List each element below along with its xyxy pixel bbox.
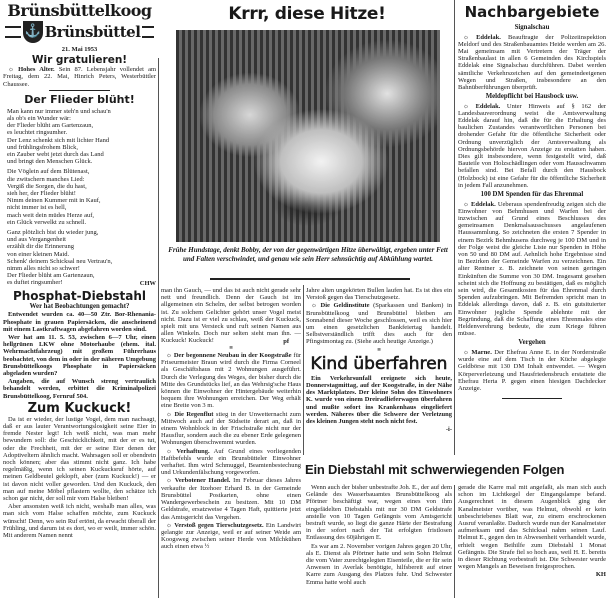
column-rule (454, 485, 455, 598)
poem-line: Der Lenz schenkt sich mit lichter Hand (7, 136, 110, 144)
column-local-items (161, 287, 301, 552)
nachbargebiete-title: Nachbargebiete (464, 3, 600, 21)
neighbor-sections (458, 24, 606, 392)
geldinstitute-item: ☼ Die Geldinstitute (Sparkassen und Banken) in Brunsbüttelkoog und Brunsbüttel bleiben am Sonnabend dieser Woche geschlossen, weil es sich hier um einen gesetzlichen Bankfeiertag handelt. Selbstverständlich trifft dies auch für den Pfingstmontag zu. (Siehe auch heutige Anzeige.) (306, 302, 453, 346)
kind-signature: -i- (445, 426, 452, 434)
poem-line: und aus Vergangenheit (7, 236, 66, 244)
section-heading: Signalschau (514, 24, 550, 31)
column-news (306, 287, 452, 433)
divider (502, 398, 561, 399)
kuckuck-continuation: man ihn Gauch, — und das ist auch nicht gerade sehr nett und freundlich. Denn der Gauch ist im allgemeinen ein Schelm, der selbst betrogen worden ist. Zu solchem Gelichter gehört unser Vogel meist nicht. Dazu ist er viel zu schlau, weiß der Kuckuck, spielt mit uns Versteck und ruft seinen Namen aus allen Winkeln. Doch nur selten sieht man ihn. — Kuckuck! Kuckuck! (161, 287, 301, 345)
poem-line: Der Flieder blüht am Gartenzaun, (7, 272, 95, 280)
poem-line: und frühlingsfrohem Blick, (7, 143, 78, 151)
section-heading: 100 DM Spenden für das Ehrenmal (480, 191, 584, 199)
kuckuck-paragraph: Aber ansonsten weiß ich nicht, weshalb man alles, was man sich vom Halse schaffen möchte, zum Kuckuck wünscht! Denn, wo sein Ruf ertönt, da erwacht überall der Frühling, und darum ist es dort, wo er weilt, immer schön. Mit anderem Namen nennt (3, 503, 156, 540)
gratulation-text: ☼ Hohes Alter. Sein 87. Lebensjahr vollendet am Freitag, dem 22. Mai, Hinrich Peters, Westerbüttler Chaussee. (3, 66, 157, 88)
poem-line: der Flieder blüht am Gartenzaun, (7, 122, 94, 130)
kuckuck-paragraph: Da ist er wieder, der lustige Vogel, dem man nachsagt, daß er aus lauter Verantwortungslosigkeit seine Eier in fremde Nester legt! Ich weiß nicht, was man mehr bewundern soll: die Geschicklichkeit, mit der er es tut, oder die Frechheit, mit der er seine Eier denen der Adoptiveltern ähnlich macht. Wahrsagen soll er obendrein noch können; aber das stimmt nicht ganz. Ich habe regelmäßig, wenn ich seinen Kuckucksruf hörte, auf meinen Geldbeutel geklopft, aber (zum Kuckuck!) — er ist davon nicht voller geworden. Und den Kuckuck, den man auf meine Möbel pflastern wollte, den schätze ich schon gar nicht, der soll mir vom Halse bleiben! (3, 415, 156, 503)
photo-caption: Frühe Hundstage, denkt Bobby, der von der gegenwärtigen Hitze überwältigt, ergeben unter Fett und Falten verschwindet, und genau wie sein Herr sehnsüchtig auf Abkühlung wartet. (168, 246, 448, 263)
poem-stanza (7, 108, 156, 166)
poem-line: nicht immer ist es hell, (7, 204, 67, 212)
section-text: ☼ Eddelak. Ueberaus spendenfreudig zeigen sich die Einwohner von Behmhusen und Warfen bei der inzwischen auf Grund eines Beschlusses des gemeinsamen Denkmalsausschusses angelaufenen Haussammlung. So zeichneten die ersten 7 Spender in einem Bezirk Behmhusens durchweg je 100 DM und in der Folge weist die gleiche Liste nur Spenden in Höhe von 50 und 80 DM auf. Aehnlich hohe Ergebnisse sind in Bezirken der Gemeinde Warfen zu verzeichnen. Ein alter Rentner z. B. zeichnete von seinen geringen Einkünften die Summe von 30 DM. Insgesamt gesehen scheint sich die Hoffnung zu bestätigen, daß es möglich sein wird, die Gesamtkosten für das Ehrenmal durch Spenden aufzubringen. Mit Befremden spricht man in Eddelak allerdings davon, daß z. B. ein gutsituierter Einwohner jegliche Spende ablehnte mit der Begründung, daß die Schaffung eines Ehrenmales eine Heldenverehrung bedeute, die zum Kriege führen müsse. (458, 200, 606, 338)
section-text: ☼ Eddelak. Beauftragte der Polizeiinspektion Meldorf und des Straßenbauamtes Heide werden am 26. Mai gemeinsam mit Vertretern der Träger der Straßenbaulast in allen 6 Gemeinden des Kirchspiels Eddelak eine Signalschau durchführen. Dabei werden sämtliche Verkehrszeichen auf den gemeindeeigenen Wegen und Straßen, insbesondere an den Bahnüberführungen überprüft. (458, 33, 606, 91)
kind-text: Ein Verkehrsunfall ereignete sich heute, Donnerstagmittag, auf der Koogstraße, in der Nähe des Marktplatzes. Der kleine Sohn des Einwohners K. wurde von einem Dreiradlieferwagen überfahren und mußte sofort ins Krankenhaus eingeliefert werden. Näheres über die Schwere der Verletzung des kleinen Jungen steht noch nicht fest. (306, 374, 452, 426)
phosphat-title: Phosphat-Diebstahl (12, 288, 147, 303)
separator: ≡ (377, 346, 381, 354)
anchor-crest-icon: ⚓ (23, 21, 43, 43)
poem-line: Nimm deinen Kummer mit in Kauf, (7, 197, 101, 205)
diebstahl-right (458, 484, 606, 579)
diebstahl-title: Ein Diebstahl mit schwerwiegenden Folgen (305, 462, 565, 477)
column-rule (454, 0, 455, 455)
poem-line: ein Zauber webt jetzt durch das Land (7, 151, 104, 159)
poem-line: Ganz plötzlich bist du wieder jung, (7, 229, 99, 237)
masthead-line1: Brünsbüttelkoog (7, 1, 152, 20)
poem-line: die zwitschern manches Lied: (7, 175, 85, 183)
diebstahl-paragraph: gerade die Karre mal mit angefaßt, als man sich auch schon im Lichtkegel der Eingangslampe befand. Ausgerechnet in diesem Augenblick ging der Kanalmeister vorüber, was Helmut, obwohl er kein unbeschriebenes Blatt war, zu einem erschrockenen Ausruf veranlaßte. Dadurch wurde nun der Kanalmeister aufmerksam und das Schicksal nahm seinen Lauf. Helmut E., gegen den in Abwesenheit verhandelt wurde, erhielt wegen Beihilfe zum Diebstahl 1 Monat Gefängnis. Die Strafe fiel so hoch aus, weil H. E. bereits in dieser Richtung vorbestraft ist. Die Schwester wurde wegen Mangels an Beweisen freigesprochen. (458, 484, 606, 571)
news-item: ☼ Der begonnene Neubau in der Koogstraße für Friseurmeister Braun wird durch die Firma Corneel als Geschäftshaus mit 2 Wohnungen ausgeführt. Durch die Verlegung des Weges, der bisher durch die Mitte des Grundstücks lief, an das Wehrsig'sche Haus können die Einwohner der Hintergebäude weiterhin bequem ihre Wohnungen erreichen. Der Weg erhält eine Breite von 3 m. (161, 352, 301, 410)
dog-photo (176, 30, 440, 242)
phosphat-paragraph: Angaben, die auf Wunsch streng vertraulich behandelt werden, erbittet die Kriminalpolizei Brunsbüttelkoog, Fernruf 504. (3, 378, 156, 400)
poem-line: Vergiß die Sorgen, die du hast, (7, 182, 87, 190)
poem-signature: CHW (139, 279, 156, 287)
phosphat-paragraph: Entwendet wurden ca. 40—50 Ztr. Bor-Rhenania-Phosphate in grauen Papiersäcken, die anscheinend mit einem Lastkraftwagen abgefahren worden sind. (3, 311, 156, 333)
poem-line: Man kann nur immer steh'n und schau'n (7, 107, 111, 115)
news-item: ☼ Verbotener Handel. Im Februar dieses Jahres verkaufte der Itzehoer Erhard B. in der Gemeinde Brunsbüttel Postkarten, ohne einen Wandergewerbeschein zu besitzen. Mit 10 DM Geldstrafe, ersatzweise 4 Tagen Haft, quittierte jetzt das Amtsgericht das Vergehen. (161, 477, 301, 521)
masthead (3, 2, 156, 53)
poem-line: es duftet ringsumher! (7, 279, 63, 287)
phosphat-paragraph: Wer hat am 11. 5. 53, zwischen 6—7 Uhr, einen hellgrünen LKW ohne Motorhaube (ehem. ital. Wehrmachtfahrzeug) mit großem Führerhaus beobachtet, von dem in oder in der näheren Umgebung Brunsbüttelkoogs Phosphate in Papiersäcken abgeladen wurden? (3, 334, 156, 378)
divider (49, 90, 110, 91)
poem-stanza (7, 229, 156, 287)
column-neighbor-areas (458, 3, 606, 401)
news-item: ☼ Verhaftung. Auf Grund eines vorliegenden Haftbefehls wurde ein Brunsbütteler Einwohner verhaftet. Ihm wird Schmuggel, Beamtenbestechung und Urkundenfälschung vorgeworfen. (161, 447, 301, 477)
feature-rule (210, 278, 410, 280)
rule-right (142, 26, 154, 38)
poem-line: mach weit dein müdes Herze auf, (7, 211, 94, 219)
rule-left (5, 26, 21, 38)
poem-stanza (7, 168, 156, 226)
poem-line: nimm alles nicht so schwer! (7, 265, 80, 273)
section-text: ☼ Eddelak. Unter Hinweis auf § 162 der Landesbauverordnung weist die Amtsverwaltung Eddelak darauf hin, daß die für die Erhaltung des baulichen Zustandes verantwortlichen Personen bei drohender Gefahr für die öffentliche Sicherheit oder Ordnung unverzüglich der Amtsverwaltung als Ordnungsbehörde hiervon Anzeige zu erstatten haben. Dies gilt insbesondere, wenn festgestellt wird, daß Bauteile von Holzschädlingen oder vom Hausschwamm befallen sind. Bei Befall durch den Hausbock (Holzbock) ist eine Gefahr für die öffentliche Sicherheit in jedem Fall anzunehmen. (458, 102, 606, 189)
news-items (161, 352, 301, 550)
column-local-news (3, 2, 156, 540)
separator: ≡ (229, 344, 233, 352)
diebstahl-left (306, 484, 452, 587)
kuckuck-title: Zum Kuckuck! (27, 400, 132, 416)
diebstahl-paragraph: Es war am 2. November vorigen Jahres gegen 20 Uhr, als E. Dienst als Pförtner hatte und sein Sohn Helmut die vom Vater zurechtgelegten Eisenteile, die er für sein Anwesen in Averlak benötigte, hilfsbereit auf einer Karre zum Ausgang des Platzes fuhr. Und Schwester Emma hatte wohl auch (306, 542, 452, 586)
kind-title: Kind überfahren (310, 353, 448, 374)
tierschutz-continuation: Jahre alten ungekörten Bullen laufen hat. Es ist dies ein Verstoß gegen das Tierschutzgesetz. (306, 287, 452, 302)
column-rule (303, 285, 304, 455)
news-item: ☼ Verstoß gegen Tierschutzgesetz. Ein Landwirt gelangte zur Anzeige, weil er auf seiner Weide am Koogsweg zwischen seiner Herde von Milchkühen auch einen etwa ½ (161, 521, 302, 551)
diebstahl-paragraph: Wenn auch der bisher unbestrafte Joh. E., der auf dem Gelände des Wasserbauamtes Brunsbüttelkoog als Pförtner beschäftigt war, wegen eines von ihm eingefädelten Diebstahls mit nur 30 DM Geldstrafe anstelle von 10 Tagen Gefängnis vom Amtsgericht bestraft wurde, so liegt die ganze Härte der Bestrafung in der sofort nach der Tat erfolgten fristlosen Entlassung des 60jährigen E. (306, 484, 452, 542)
masthead-line2: Brünsbüttel (44, 23, 141, 41)
poem-line: es leuchtet ringsumher. (7, 129, 68, 137)
section-heading: Meldepflicht bei Hausbock usw. (485, 93, 579, 101)
issue-date: 21. Mai 1953 (61, 46, 98, 53)
poem-line: Die Vöglein auf dem Blütenast, (7, 168, 90, 176)
poem-title: Der Flieder blüht! (24, 92, 135, 106)
poem (3, 108, 156, 287)
poem-line: als ob's ein Wunder wär: (7, 115, 71, 123)
poem-line: erzählt dir die Erinnerung (7, 243, 74, 251)
section-text: ☼ Marne. Der Ehefrau Anne E. in der Norderstraße wurde eine auf dem Tisch in der Küche abgelegte Geldbörse mit 130 DM Inhalt entwendet. — Wegen Körperverletzung und Hausfriedensbruch erstattete die Ehefrau Herta P. gegen einen hiesigen Dachdecker Anzeige. (458, 348, 606, 392)
poem-line: sieh her, der Flieder blüht! (7, 190, 76, 198)
news-item: ☼ Die Regenflut stieg in der Unwetternacht zum Mittwoch auch auf der Südseite derart an, daß in einem Wohnblock in der Frischstraße nicht nur der Hausflur, sondern auch die zu ebener Erde gelegenen Wohnungen überschwemmt wurden. (161, 410, 301, 447)
feature-title: Krrr, diese Hitze! (228, 4, 386, 24)
column-rule (158, 58, 159, 598)
poem-line: ein Glück verwelkt zu schnell. (7, 218, 87, 226)
gratulation-title: Wir gratulieren! (31, 54, 128, 67)
poem-line: und bringt den Menschen Glück. (7, 158, 93, 166)
kuckuck-signature: pf (283, 337, 289, 345)
section-heading: Vergehen (518, 339, 546, 347)
poem-line: Schenk' deinem Schicksal neu Vertrau'n, (7, 257, 113, 265)
diebstahl-signature: KH (595, 571, 606, 579)
poem-line: von einer kleinen Maid. (7, 250, 70, 258)
phosphat-subtitle: Wer hat Beobachtungen gemacht? (29, 302, 130, 310)
